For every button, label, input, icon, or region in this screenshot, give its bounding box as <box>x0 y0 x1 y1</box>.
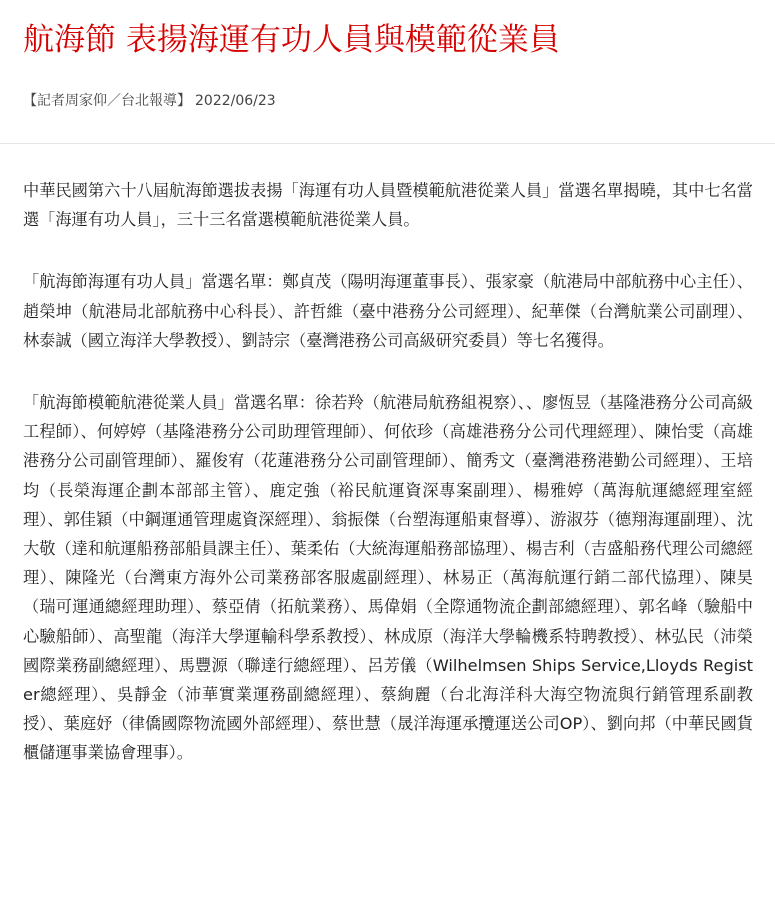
publish-date: 2022/06/23 <box>195 93 276 109</box>
article-paragraph-intro: 中華民國第六十八屆航海節選拔表揚「海運有功人員暨模範航港從業人員」當選名單揭曉，其中七名當選「海運有功人員」，三十三名當選模範航港從業人員。 <box>23 181 753 230</box>
article-byline <box>23 90 276 112</box>
article-body <box>23 176 753 801</box>
article-paragraph-meritorious-list: 「航海節海運有功人員」當選名單：鄭貞茂（陽明海運董事長）、張家豪（航港局中部航務中心主任）、趙榮坤（航港局北部航務中心科長）、許哲維（臺中港務分公司經理）、紀華傑（台灣航業公司副理）、林泰誠（國立海洋大學教授）、劉詩宗（臺灣港務公司高級研究委員）等七名獲得。 <box>23 272 753 350</box>
reporter-credit: 【記者周家仰／台北報導】 <box>23 93 191 109</box>
article-headline: 航海節 表揚海運有功人員與模範從業員 <box>23 22 560 58</box>
header-divider <box>0 143 775 144</box>
article-paragraph-model-workers-list: 「航海節模範航港從業人員」當選名單：徐若羚（航港局航務組視察）、、廖恆昱（基隆港務分公司高級工程師）、何婷婷（基隆港務分公司助理管理師）、何依珍（高雄港務分公司代理經理）、陳怡雯（高雄港務分公司副管理師）、羅俊宥（花蓮港務分公司副管理師）、簡秀文（臺灣港務港勤公司經理）、王培均（長榮海運企劃本部部主管）、鹿定強（裕民航運資深專案副理）、楊雅婷（萬海航運總經理室經理）、郭佳穎（中鋼運通管理處資深經理）、翁振傑（台塑海運船東督導）、游淑芬（德翔海運副理）、沈大敬（達和航運船務部船員課主任）、葉柔佑（大統海運船務部協理）、楊吉利（吉盛船務代理公司總經理）、陳隆光（台灣東方海外公司業務部客服處副經理）、林易正（萬海航運行銷二部代協理）、陳昊（瑞可運通總經理助理）、蔡亞倩（拓航業務）、馬偉娟（全際通物流企劃部總經理）、郭名峰（驗船中心驗船師）、高聖龍（海洋大學運輸科學系教授）、林成原（海洋大學輪機系特聘教授）、林弘民（沛榮國際業務副總經理）、馬豐源（聯達行總經理）、呂芳儀（Wilhelmsen Ships Service,Lloyds Register總經理）、吳靜金（沛華實業運務副總經理）、蔡絢麗（台北海洋科大海空物流與行銷管理系副教授）、葉庭妤（律僑國際物流國外部經理）、蔡世慧（晟洋海運承攬運送公司OP）、劉向邦（中華民國貨櫃儲運事業協會理事）。 <box>23 393 753 763</box>
